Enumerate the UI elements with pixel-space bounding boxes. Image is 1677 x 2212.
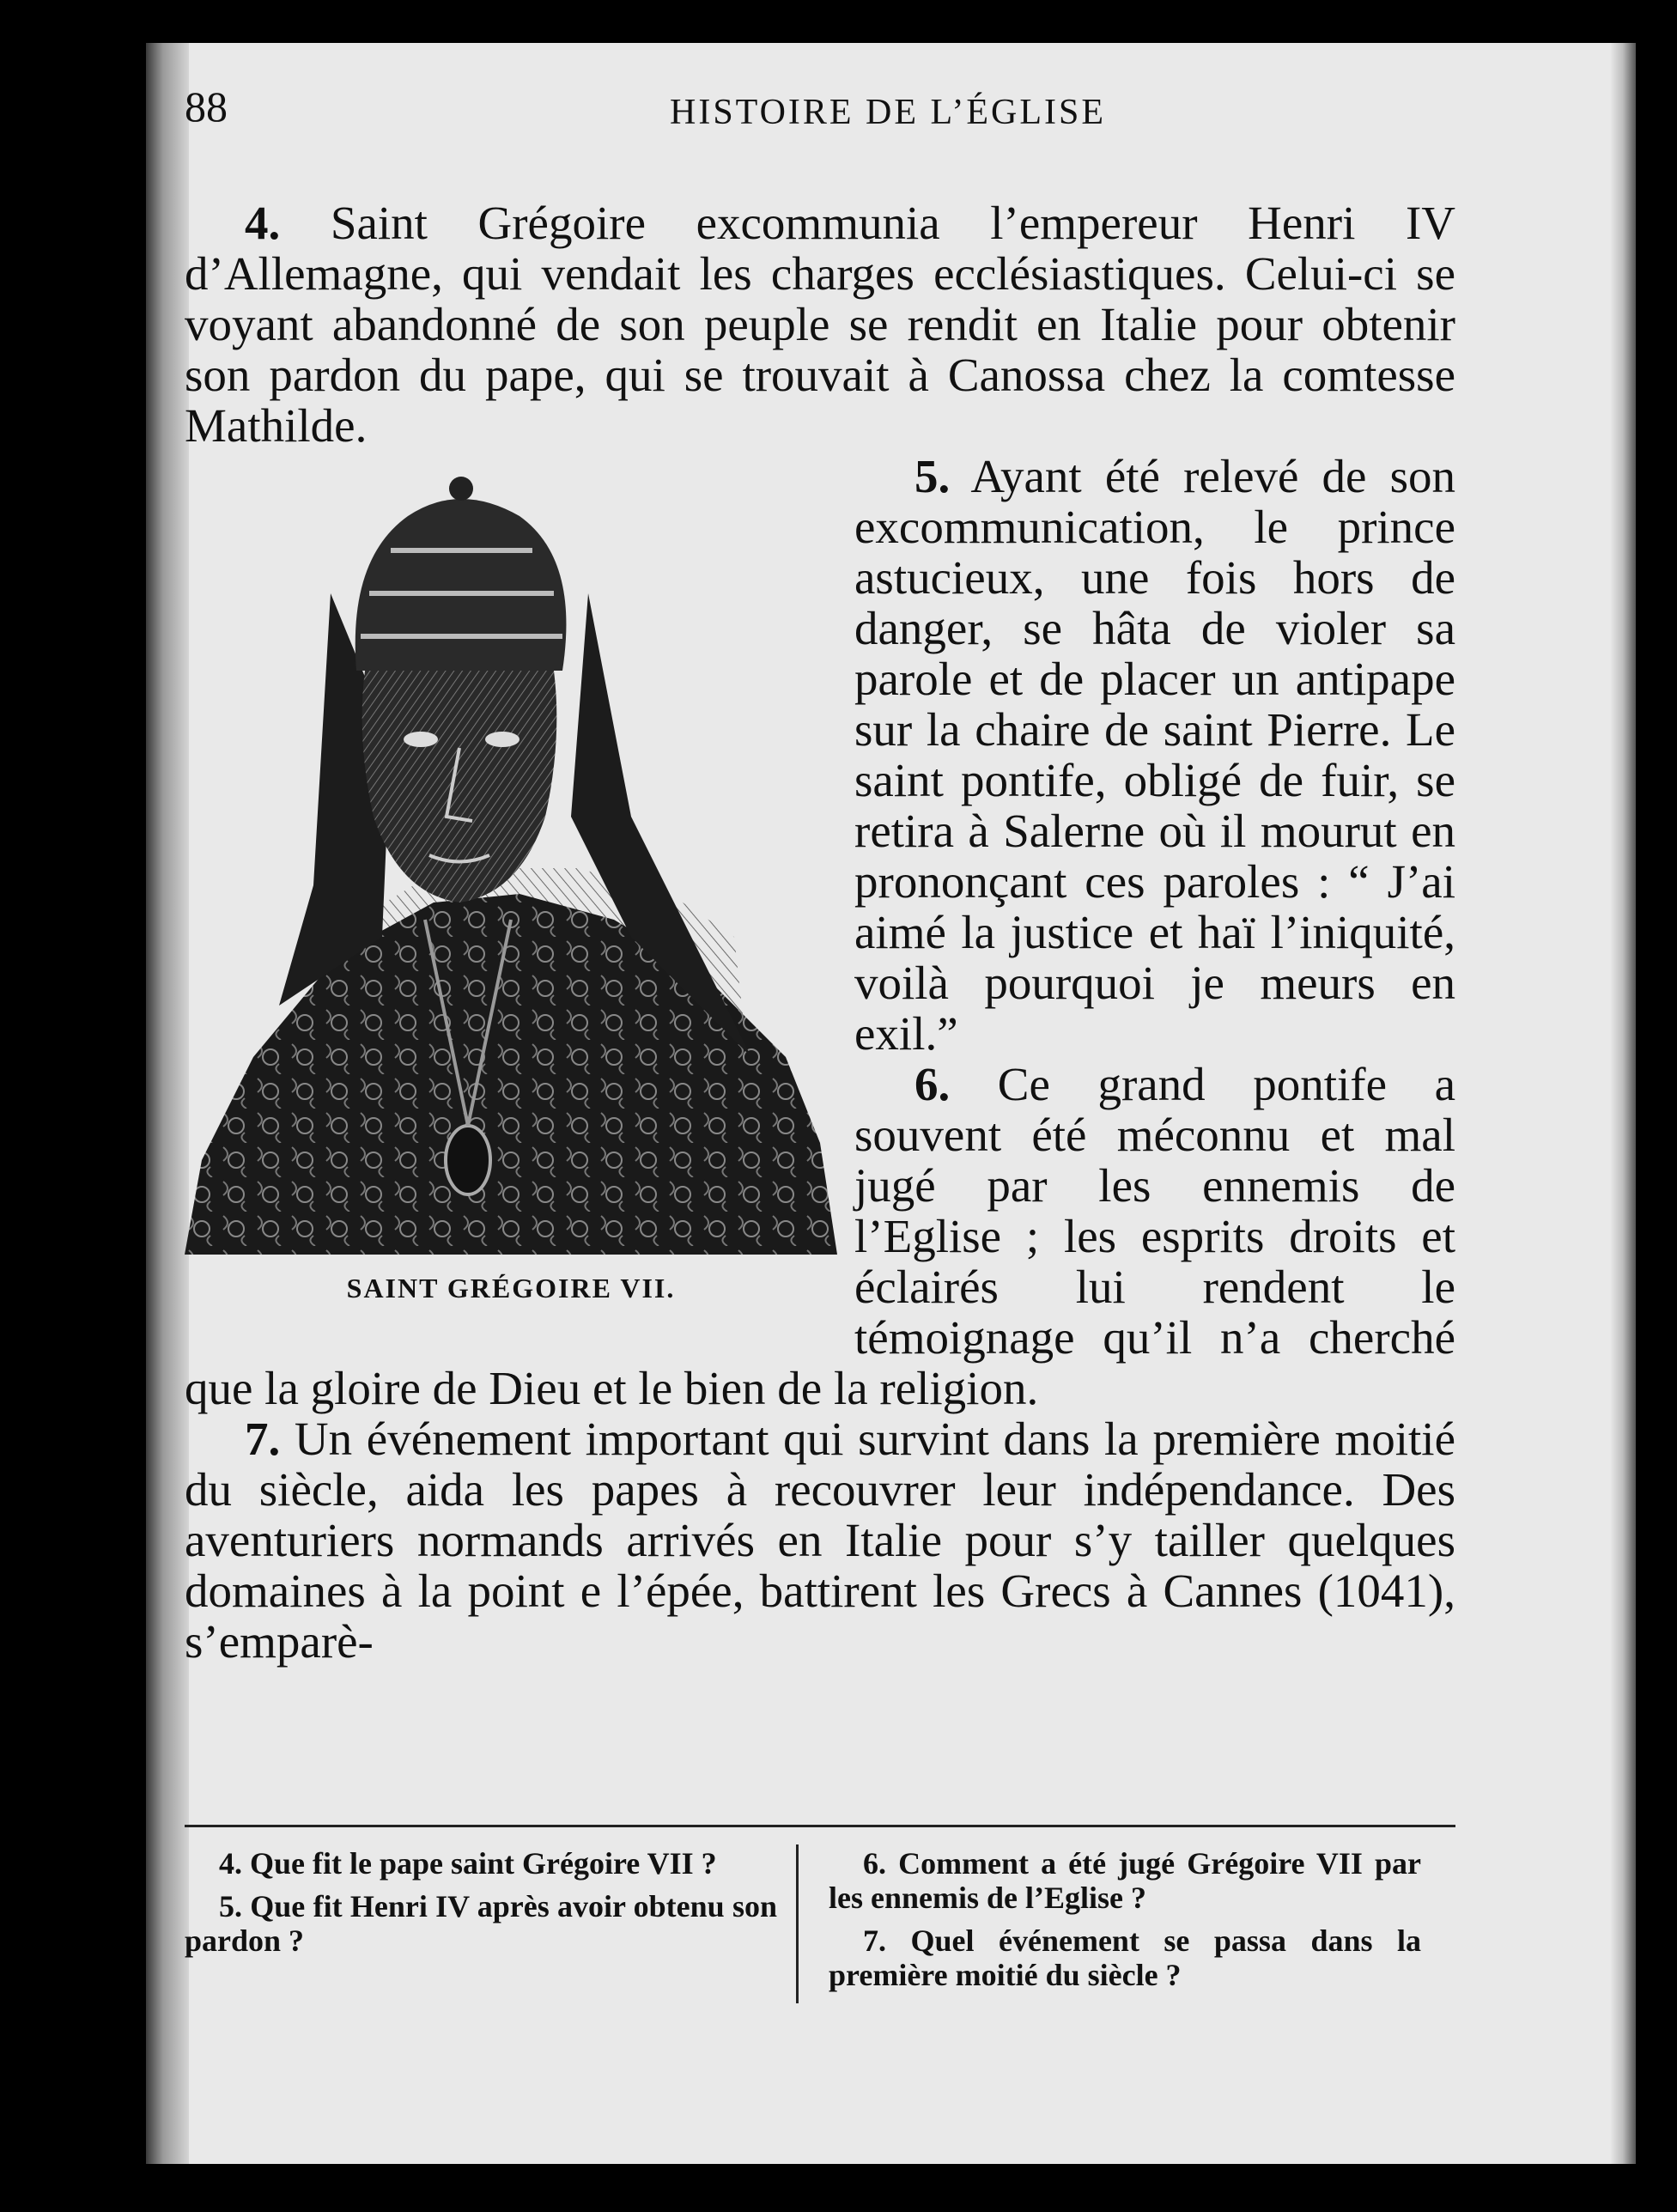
pope-portrait-engraving (185, 456, 837, 1255)
question-4: 4. Que fit le pape saint Grégoire VII ? (219, 1846, 717, 1881)
review-questions (185, 1825, 1455, 2016)
page-gutter-shadow (146, 43, 189, 2164)
paragraph-number: 7. (245, 1413, 281, 1465)
paragraph-text: Saint Grégoire excommunia l’empereur Henri IV d’Allemagne, qui vendait les charges ecclésiastiques. Celui-ci se voyant abandonné de son peuple se rendit en Italie pour obtenir son pardon du pape, qui se trouvait à Canossa chez la comtesse Mathilde. (185, 197, 1455, 452)
question-5: 5. Que fit Henri IV après avoir obtenu son pardon ? (185, 1889, 777, 1958)
body-text (185, 198, 1455, 1667)
question-7: 7. Quel événement se passa dans la première moitié du siècle ? (829, 1923, 1421, 1992)
question-6: 6. Comment a été jugé Grégoire VII par les ennemis de l’Eglise ? (829, 1846, 1421, 1915)
paragraph-number: 4. (245, 197, 281, 249)
column-divider (796, 1844, 799, 2003)
page-edge-shadow (1610, 43, 1636, 2164)
paragraph-number: 5. (914, 450, 951, 502)
portrait-figure (185, 456, 837, 1340)
figure-caption: SAINT GRÉGOIRE VII. (346, 1273, 676, 1304)
paragraph-text: Ayant été relevé de son excommunication, le prince astucieux, une fois hors de danger, se hâta de violer sa parole et de placer un antipape sur la chaire de saint Pierre. Le saint pontife, obligé de fuir, se retira à Salerne où il mourut en prononçant ces paroles : “ J’ai aimé la justice et haï l’iniquité, voilà pourquoi je meurs en exil.” (854, 450, 1455, 1060)
paragraph-7 (185, 1413, 1455, 1667)
running-head (185, 82, 1455, 150)
questions-left-column (185, 1846, 777, 1966)
page-number: 88 (185, 82, 228, 131)
paragraph-text: Un événement important qui survint dans la première moitié du siècle, aida les papes à recouvrer leur indépendance. Des aventuriers normands arrivés en Italie pour s’y tailler quelques domaines à la point e l’épée, battirent les Grecs à Cannes (1041), s’emparè- (185, 1413, 1455, 1668)
questions-right-column (829, 1846, 1421, 2001)
paragraph-number: 6. (914, 1058, 951, 1110)
paragraph-4 (185, 198, 1455, 451)
paragraph-text: Ce grand pontife a souvent été méconnu et mal jugé par les ennemis de l’Eglise ; les esprits droits et éclairés lui rendent le témoignage qu’il n’a cherché que la gloire de Dieu et le bien de la religion. (185, 1058, 1455, 1414)
running-title: HISTOIRE DE L’ÉGLISE (670, 93, 1106, 132)
